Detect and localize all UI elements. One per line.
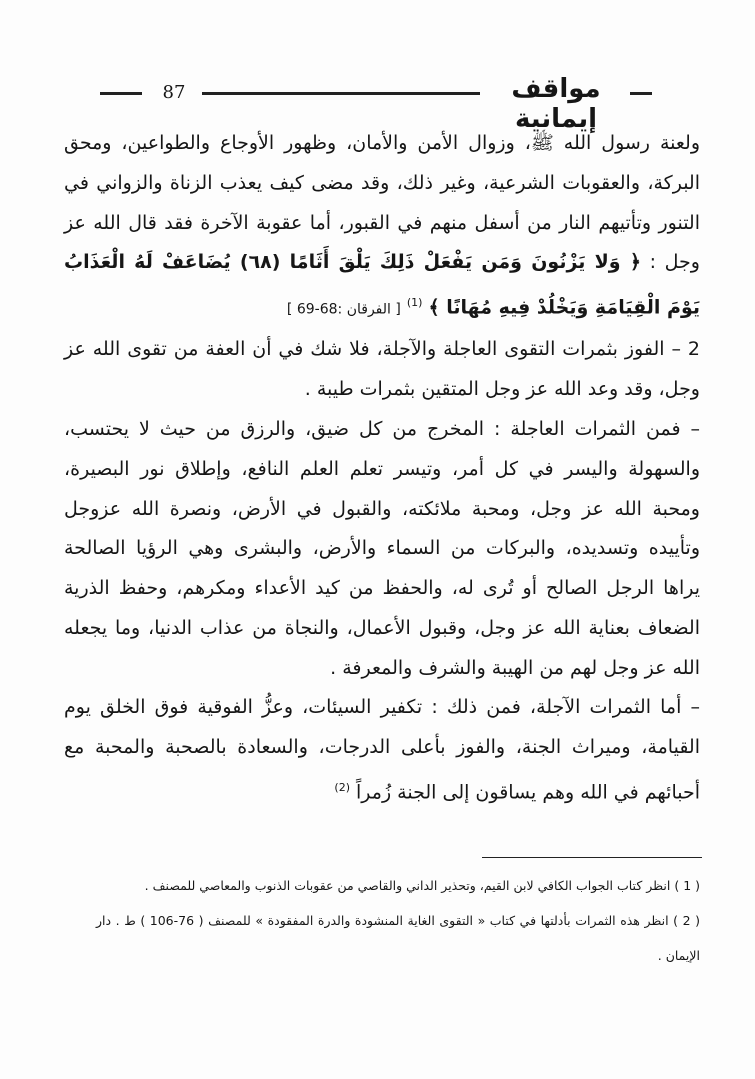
header-rule-middle [202,92,480,95]
paragraph-2: 2 – الفوز بثمرات التقوى العاجلة والآجلة، فلا شك في أن العفة من تقوى الله عز وجل، وقد وعد الله عز وجل المتقين بثمرات طيبة . [64,338,700,401]
footnote-mark-2: (2) [334,781,350,795]
running-title: مواقف إيمانية [511,74,601,134]
paragraph-4 [64,688,700,813]
quran-verse: ﴿ وَلا يَزْنُونَ وَمَن يَفْعَلْ ذَلِكَ يَلْقَ أَثَامًا (٦٨) يُضَاعَفْ لَهُ الْعَذَابُ يَوْمَ الْقِيَامَةِ وَيَخْلُدْ فِيهِ مُهَانًا ﴾ [64,251,700,319]
paragraph-4-text: – أما الثمرات الآجلة، فمن ذلك : تكفير السيئات، وعزُّ الفوقية فوق الخلق يوم القيامة، وميراث الجنة، والفوز بأعلى الدرجات، والسعادة بالصحبة والمحبة مع أحبائهم في الله وهم يساقون إلى الجنة زُمراً [64,696,700,804]
paragraph-3: – فمن الثمرات العاجلة : المخرج من كل ضيق، والرزق من حيث لا يحتسب، والسهولة واليسر في كل أمر، وتيسر تعلم العلم النافع، وإطلاق نور البصيرة، ومحبة الله عز وجل، ومحبة ملائكته، والقبول في الأرض، ونصرة الله عزوجل وتأييده وتسديده، والبركات من السماء والأرض، والبشرى وهي الرؤيا الصالحة يراها الرجل الصالح أو تُرى له، والحفظ من كيد الأعداء ومكرهم، وحفظ الذرية الضعاف بعناية الله عز وجل، وقبول الأعمال، والنجاة من عذاب الدنيا، وما يجعله الله عز وجل لهم من الهيبة والشرف والمعرفة . [64,417,700,679]
footnote-2: ( 2 ) انظر هذه الثمرات بأدلتها في كتاب « التقوى الغاية المنشودة والدرة المفقودة » للمصنف ( 76-106 ) ط . دار الإيمان . [96,913,700,963]
page-header [100,74,652,134]
paragraph-1 [64,124,700,330]
footnote-separator [482,857,702,858]
header-rule-right [630,92,652,95]
page-number: 87 [162,82,186,103]
footnotes [96,868,700,973]
verse-reference: [ الفرقان :68-69 ] [286,301,401,318]
header-rule-left [100,92,142,95]
footnote-1: ( 1 ) انظر كتاب الجواب الكافي لابن القيم، وتحذير الداني والقاصي من عقوبات الذنوب والمعاصي للمصنف . [144,878,700,893]
main-text [64,124,700,813]
paragraph-1-text: ولعنة رسول الله ﷺ، وزوال الأمن والأمان، وظهور الأوجاع والطواعين، ومحق البركة، والعقوبات الشرعية، وغير ذلك، وقد مضى كيف يعذب الزناة والزواني في التنور وتأتيهم النار من أسفل منهم في القبور، أما عقوبة الآخرة فقد قال الله عز وجل : [64,132,700,274]
footnote-mark-1: (1) [406,296,423,310]
